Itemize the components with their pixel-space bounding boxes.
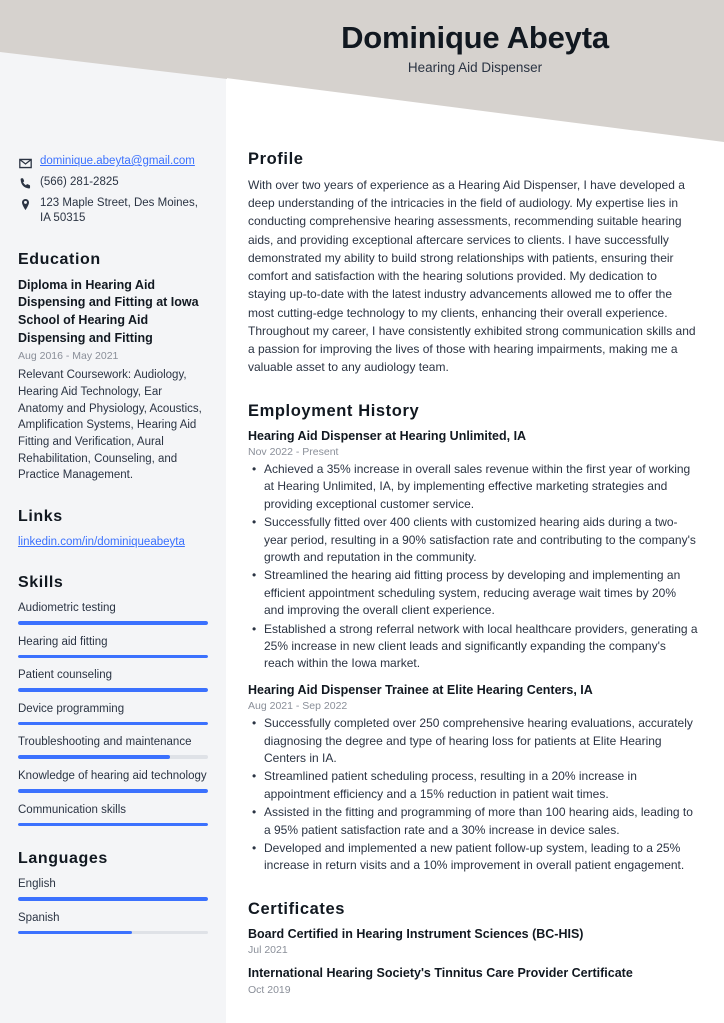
skill-label: Hearing aid fitting [18,635,108,648]
language-label: Spanish [18,911,60,924]
contact-email-link[interactable]: dominique.abeyta@gmail.com [40,155,195,167]
skill-label: Communication skills [18,803,127,816]
contact-row [18,196,208,227]
level-fill [18,931,132,935]
level-fill [18,655,208,659]
job-date: Nov 2022 - Present [248,446,339,459]
header [226,0,724,90]
skill-label: Audiometric testing [18,601,116,614]
level-fill [18,621,208,625]
job-bullet: • Achieved a 35% increase in overall sales revenue within the first year of working at Hearing Unlimited, IA, by implementing effective marketing strategies and providing exceptional customer service. [248,461,698,513]
skill-label: Device programming [18,702,125,715]
job-bullet: • Established a strong referral network with local healthcare providers, generating a 25% increase in new client leads and significantly expanding the company's reach within the Iowa market. [248,621,698,673]
education-title: Diploma in Hearing Aid Dispensing and Fitting at Iowa School of Hearing Aid Dispensing and Fitting [18,277,199,345]
links-heading: Links [18,507,63,525]
profile-link[interactable]: linkedin.com/in/dominiqueabeyta [18,535,185,548]
skill-item [18,734,208,759]
main-content [226,0,724,1005]
phone-icon [18,175,32,190]
location-pin-icon [18,196,32,211]
contact-row [18,175,208,191]
job-bullet-list [248,715,698,875]
level-fill [18,897,208,901]
language-level-bar [18,931,208,935]
level-fill [18,789,208,793]
language-level-bar [18,897,208,901]
certificate-entry [248,926,698,957]
skills-heading: Skills [18,573,64,591]
level-fill [18,688,208,692]
level-fill [18,755,170,759]
profile-heading: Profile [248,150,304,168]
education-heading: Education [18,250,101,268]
certificate-date: Jul 2021 [248,944,288,957]
contact-row [18,155,208,170]
skill-item [18,667,208,692]
envelope-icon [18,155,32,170]
education-list [18,277,208,484]
candidate-name: Dominique Abeyta [341,20,609,55]
certificate-title: International Hearing Society's Tinnitus Care Provider Certificate [248,966,633,981]
links-list [18,534,208,550]
education-entry [18,277,208,484]
language-label: English [18,878,56,891]
contact-list [18,155,208,227]
candidate-job-title: Hearing Aid Dispenser [407,59,543,75]
skill-item [18,802,208,827]
employment-heading: Employment History [248,401,420,420]
education-date: Aug 2016 - May 2021 [18,349,119,362]
employment-list [248,428,698,875]
certificates-list [248,926,698,996]
languages-heading: Languages [18,850,108,868]
skill-level-bar [18,823,208,827]
skill-level-bar [18,722,208,726]
skill-level-bar [18,789,208,793]
skills-list [18,600,208,826]
job-date: Aug 2021 - Sep 2022 [248,700,348,713]
level-fill [18,722,208,726]
contact-text: 123 Maple Street, Des Moines, IA 50315 [40,196,198,225]
job-bullet: • Successfully completed over 250 comprehensive hearing evaluations, accurately diagnosing the degree and type of hearing loss for patients at Elite Hearing Centers in IA. [248,715,698,767]
language-item [18,910,208,935]
certificate-title: Board Certified in Hearing Instrument Sciences (BC-HIS) [248,926,584,941]
job-bullet: • Assisted in the fitting and programming of more than 100 hearing aids, leading to a 95% patient satisfaction rate and a 30% increase in device sales. [248,804,698,839]
job-bullet-list [248,461,698,673]
skill-item [18,600,208,625]
job-bullet: • Streamlined the hearing aid fitting process by developing and implementing an efficient appointment scheduling system, reducing average wait times by 20% and improving the overall client experience. [248,567,698,619]
skill-item [18,768,208,793]
job-title: Hearing Aid Dispenser Trainee at Elite Hearing Centers, IA [248,682,593,697]
job-bullet: • Streamlined patient scheduling process, resulting in a 20% increase in appointment efficiency and a 15% reduction in patient wait times. [248,768,698,803]
skill-item [18,701,208,726]
employment-entry [248,682,698,875]
certificate-entry [248,965,698,996]
contact-text: (566) 281-2825 [40,176,119,188]
language-item [18,876,208,901]
skill-label: Troubleshooting and maintenance [18,736,192,749]
skill-label: Patient counseling [18,669,112,682]
employment-entry [248,428,698,673]
certificates-heading: Certificates [248,899,346,918]
skill-label: Knowledge of hearing aid technology [18,769,207,782]
job-bullet: • Successfully fitted over 400 clients with customized hearing aids during a two-year period, resulting in a 90% satisfaction rate and contributing to the company's growth and reputation in the community. [248,514,698,566]
profile-text: With over two years of experience as a Hearing Aid Dispenser, I have developed a deep understanding of the intricacies in the field of audiology. My expertise lies in conducting comprehensive hearing assessments, recommending suitable hearing aids, and providing exceptional aftercare services to clients. I have successfully demonstrated my ability to build strong relationships with patients, ensuring their comfort and satisfaction with the hearing solutions provided. My dedication to staying up-to-date with the latest industry advancements allowed me to offer the most cutting-edge technology to my clients, enhancing their overall experience. Throughout my career, I have consistently exhibited strong communication skills and a passion for improving the lives of those with hearing impairments, making me a valuable asset to any audiology team. [248,178,696,375]
job-title: Hearing Aid Dispenser at Hearing Unlimited, IA [248,428,527,443]
skill-level-bar [18,621,208,625]
sidebar [0,0,226,1023]
skill-level-bar [18,755,208,759]
education-description: Relevant Coursework: Audiology, Hearing Aid Technology, Ear Anatomy and Physiology, Acoustics, Amplification Systems, Hearing Aid Fitting and Verification, Aural Rehabilitation, Counseling, and Practice Management. [18,369,202,482]
languages-list [18,876,208,934]
skill-item [18,634,208,659]
skill-level-bar [18,688,208,692]
job-bullet: • Developed and implemented a new patient follow-up system, leading to a 25% increase in return visits and a 10% improvement in overall patient engagement. [248,840,698,875]
certificate-date: Oct 2019 [248,983,291,996]
skill-level-bar [18,655,208,659]
level-fill [18,823,208,827]
